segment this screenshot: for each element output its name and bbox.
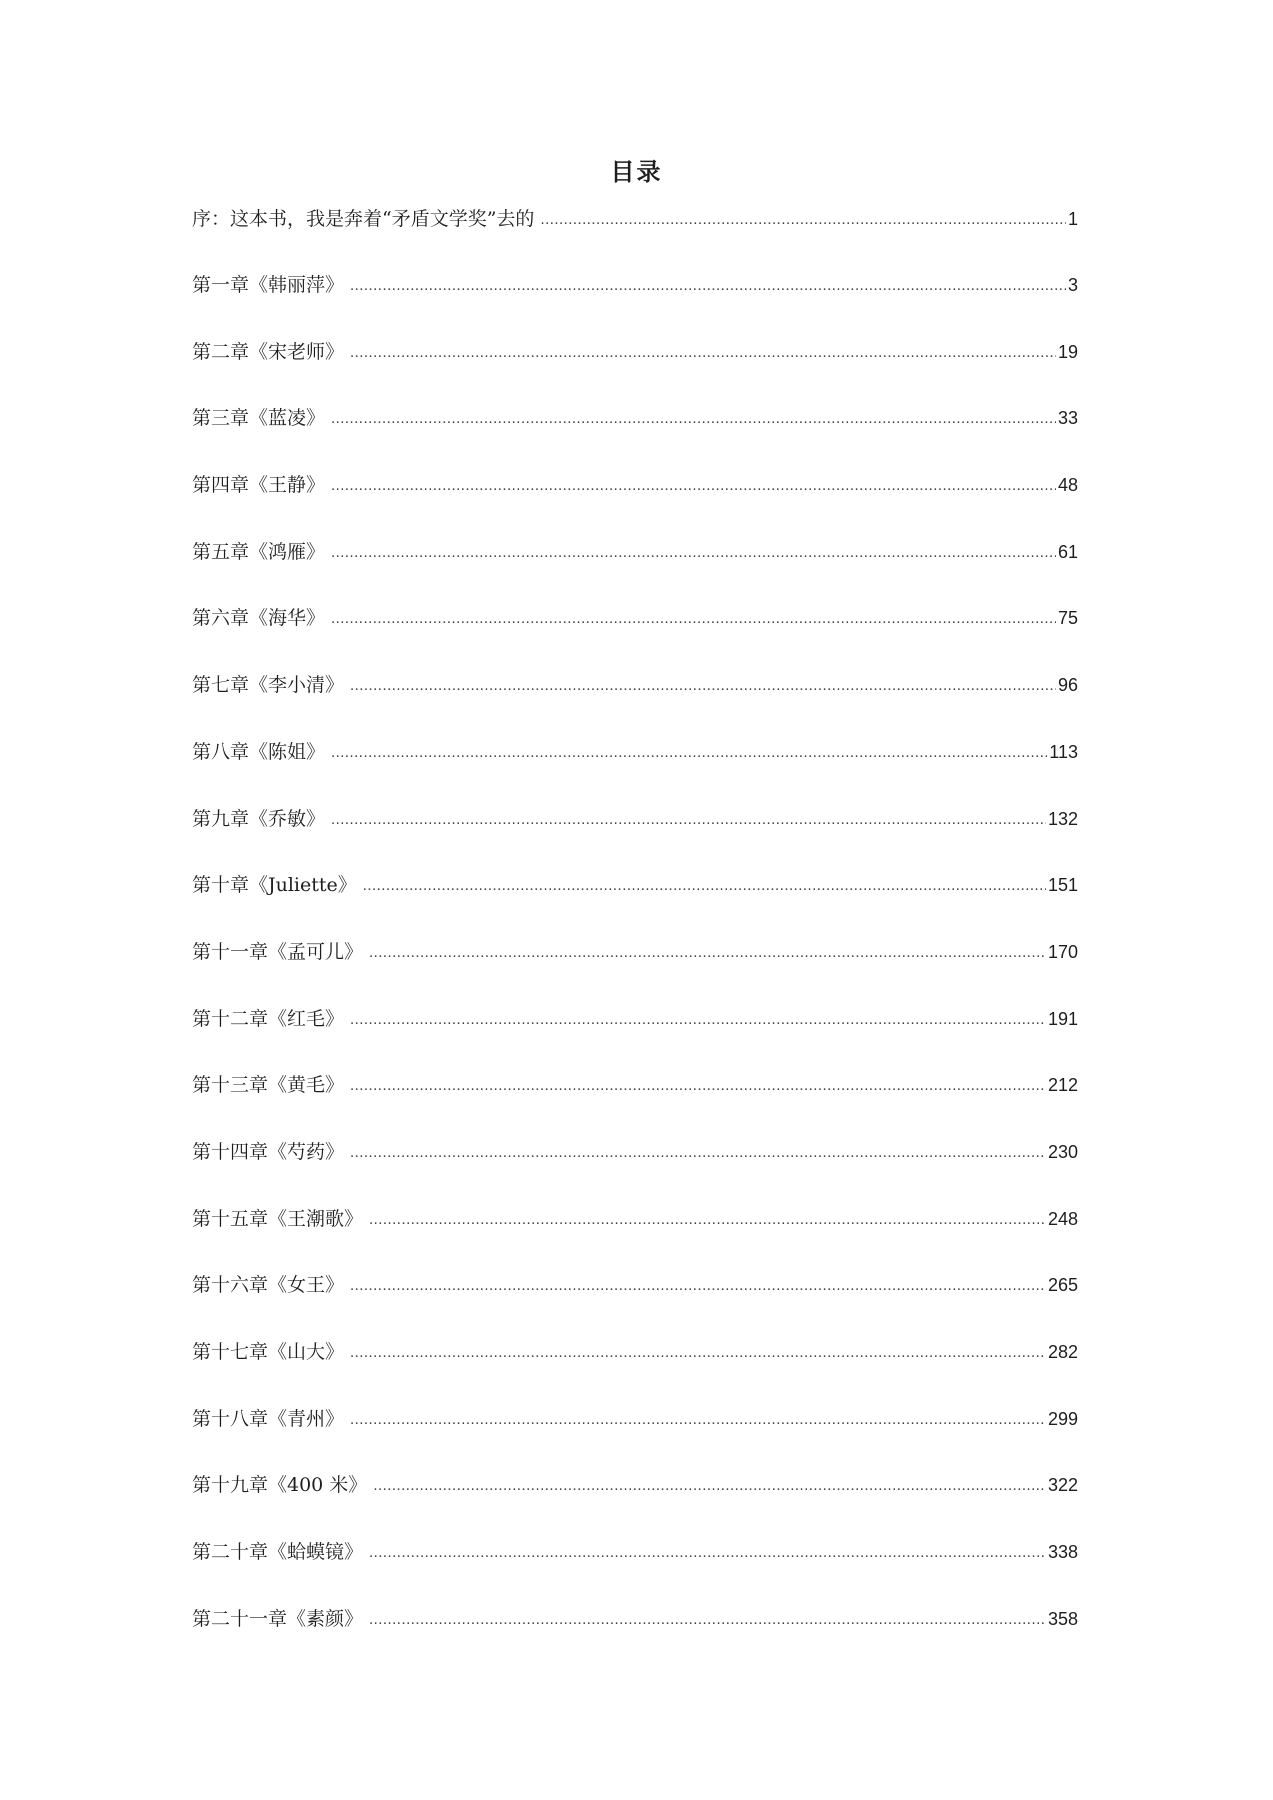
- dot-leader: [331, 412, 1056, 427]
- dot-leader: [331, 746, 1047, 761]
- toc-entry-chapter-19[interactable]: [192, 1470, 1078, 1537]
- toc-entry-text: 第十七章《山大》: [192, 1341, 345, 1363]
- dot-leader: [331, 546, 1056, 561]
- toc-entry-chapter-11[interactable]: [192, 937, 1078, 1004]
- toc-page-number: 33: [1057, 408, 1078, 429]
- toc-page-number: 230: [1047, 1141, 1078, 1162]
- dot-leader: [350, 1279, 1046, 1294]
- toc-page-number: 338: [1047, 1542, 1078, 1563]
- dot-leader: [350, 279, 1066, 294]
- toc-page-number: 265: [1047, 1275, 1078, 1296]
- toc-entry-chapter-20[interactable]: [192, 1537, 1078, 1604]
- toc-entry-text: 第十五章《王潮歌》: [192, 1207, 364, 1230]
- toc-entry-chapter-12[interactable]: [192, 1004, 1078, 1071]
- toc-entry-text: 第十章《Juliette》: [192, 874, 357, 897]
- toc-entry-text: 第十六章《女王》: [192, 1274, 345, 1297]
- toc-entry-chapter-8[interactable]: [192, 737, 1078, 804]
- toc-entry-text: 第二十章《蛤蟆镜》: [192, 1541, 364, 1564]
- toc-entry-text: 第一章《韩丽萍》: [192, 274, 345, 296]
- toc-page-number: 132: [1047, 808, 1078, 829]
- toc-entry-chapter-4[interactable]: [192, 470, 1078, 537]
- toc-entry-chapter-21[interactable]: [192, 1604, 1078, 1671]
- dot-leader: [331, 813, 1046, 828]
- toc-entry-text: 第十三章《黄毛》: [192, 1074, 345, 1097]
- dot-leader: [350, 1079, 1046, 1094]
- dot-leader: [350, 346, 1056, 361]
- toc-entry-chapter-14[interactable]: [192, 1137, 1078, 1204]
- dot-leader: [540, 213, 1066, 228]
- toc-entry-chapter-5[interactable]: [192, 537, 1078, 604]
- toc-page-number: 212: [1047, 1075, 1078, 1096]
- toc-entry-text: 第十八章《青州》: [192, 1407, 345, 1430]
- dot-leader: [363, 879, 1046, 894]
- dot-leader: [369, 1213, 1046, 1228]
- toc-page-number: 75: [1057, 608, 1078, 629]
- toc-entry-chapter-3[interactable]: [192, 403, 1078, 470]
- toc-entry-text: 第四章《王静》: [192, 474, 326, 497]
- toc-page-number: 358: [1047, 1608, 1078, 1629]
- toc-list: [192, 204, 1078, 1670]
- toc-entry-text: 第十四章《芍药》: [192, 1140, 345, 1163]
- toc-page-number: 151: [1047, 875, 1078, 896]
- toc-entry-text: 第十一章《孟可儿》: [192, 940, 364, 963]
- toc-entry-text: 第九章《乔敏》: [192, 807, 326, 830]
- toc-entry-chapter-15[interactable]: [192, 1204, 1078, 1271]
- toc-entry-text: 第三章《蓝凌》: [192, 407, 326, 430]
- toc-page-number: 48: [1057, 475, 1078, 496]
- toc-page-number: 113: [1049, 741, 1078, 762]
- toc-entry-text: 序：这本书，我是奔着“矛盾文学奖”去的: [192, 208, 535, 230]
- dot-leader: [331, 612, 1056, 627]
- toc-page-number: 170: [1047, 941, 1078, 962]
- toc-entry-chapter-10[interactable]: [192, 870, 1078, 937]
- toc-page-number: 282: [1047, 1342, 1078, 1362]
- toc-entry-text: 第十二章《红毛》: [192, 1007, 345, 1030]
- toc-entry-chapter-17[interactable]: [192, 1337, 1078, 1404]
- toc-title: 目录: [610, 158, 663, 186]
- toc-entry-chapter-7[interactable]: [192, 670, 1078, 737]
- toc-page-number: 248: [1047, 1208, 1078, 1229]
- dot-leader: [369, 946, 1046, 961]
- dot-leader: [331, 479, 1056, 494]
- toc-page-number: 19: [1057, 341, 1078, 362]
- toc-entry-chapter-13[interactable]: [192, 1070, 1078, 1137]
- toc-page-number: 61: [1057, 541, 1078, 562]
- toc-page-number: 299: [1047, 1408, 1078, 1429]
- dot-leader: [350, 1146, 1046, 1161]
- toc-entry-text: 第二十一章《素颜》: [192, 1607, 364, 1630]
- toc-entry-text: 第六章《海华》: [192, 607, 326, 630]
- dot-leader: [350, 1346, 1046, 1361]
- toc-entry-text: 第十九章《400 米》: [192, 1474, 368, 1497]
- dot-leader: [373, 1479, 1046, 1494]
- toc-entry-chapter-9[interactable]: [192, 804, 1078, 871]
- toc-page-number: 322: [1047, 1475, 1078, 1496]
- toc-entry-chapter-16[interactable]: [192, 1270, 1078, 1337]
- toc-page-number: 191: [1047, 1008, 1078, 1029]
- toc-entry-text: 第七章《李小清》: [192, 674, 345, 697]
- toc-page-number: 96: [1057, 675, 1078, 696]
- toc-entry-text: 第五章《鸿雁》: [192, 540, 326, 563]
- toc-entry-chapter-18[interactable]: [192, 1404, 1078, 1471]
- dot-leader: [369, 1613, 1046, 1628]
- toc-entry-text: 第二章《宋老师》: [192, 340, 345, 363]
- toc-entry-text: 第八章《陈姐》: [192, 740, 326, 763]
- dot-leader: [350, 1413, 1046, 1428]
- toc-page-number: 3: [1067, 275, 1078, 295]
- dot-leader: [369, 1546, 1046, 1561]
- dot-leader: [350, 1013, 1046, 1028]
- toc-entry-preface[interactable]: [192, 204, 1078, 270]
- toc-entry-chapter-2[interactable]: [192, 337, 1078, 404]
- toc-page-number: 1: [1067, 209, 1078, 229]
- dot-leader: [350, 679, 1056, 694]
- toc-entry-chapter-6[interactable]: [192, 603, 1078, 670]
- toc-entry-chapter-1[interactable]: [192, 270, 1078, 337]
